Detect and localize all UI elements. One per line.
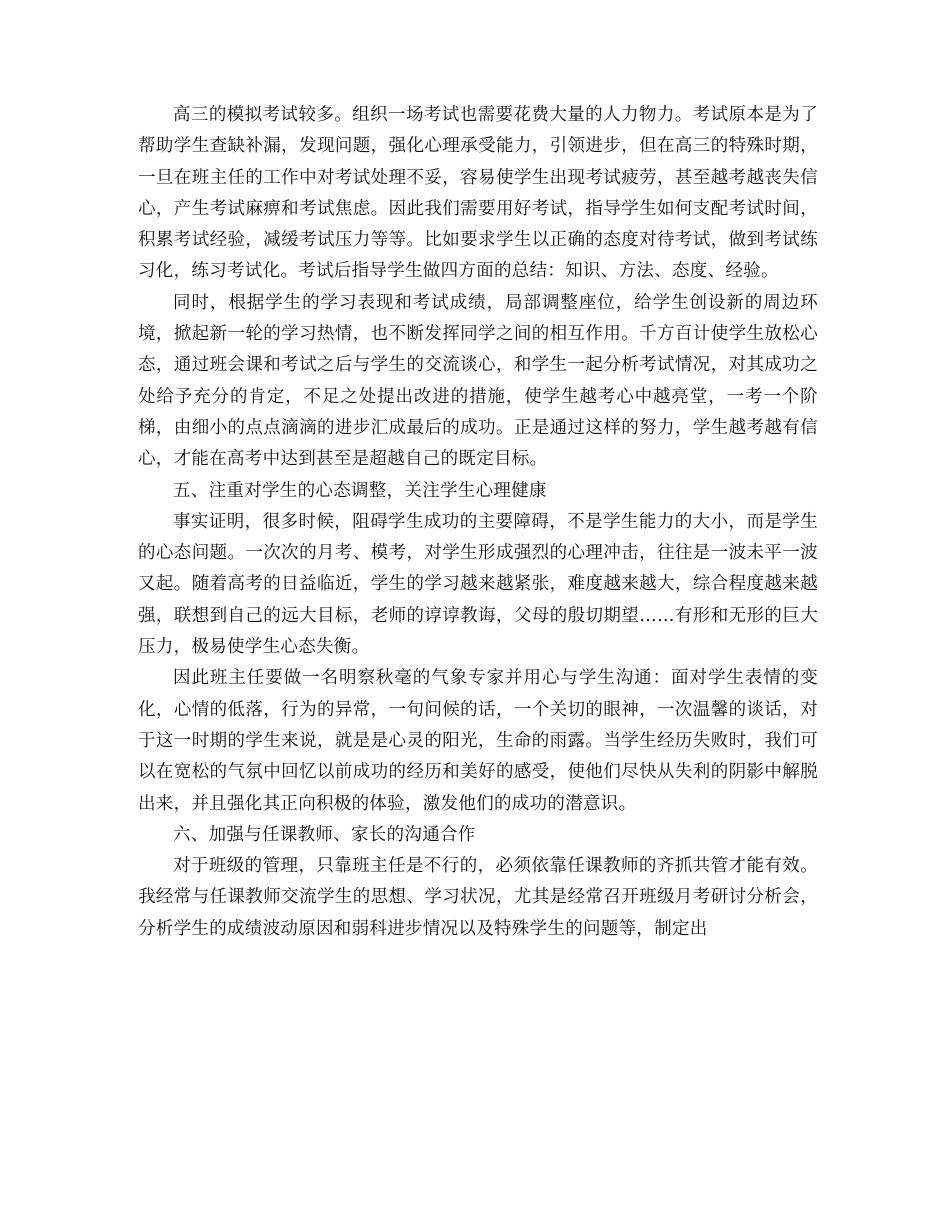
paragraph-teacher-communication: 因此班主任要做一名明察秋毫的气象专家并用心与学生沟通：面对学生表情的变化，心情的低落，行为的异常，一句问候的话，一个关切的眼神，一次温馨的谈话，对于这一时期的学生来说，就是是心灵的阳光，生命的雨露。当学生经历失败时，我们可以在宽松的气氛中回忆以前成功的经历和美好的感受，使他们尽快从失利的阴影中解脱出来，并且强化其正向积极的体验，激发他们的成功的潜意识。: [138, 668, 818, 814]
paragraph-mindset-problem: 事实证明，很多时候，阻碍学生成功的主要障碍，不是学生能力的大小，而是学生的心态问题。一次次的月考、模考，对学生形成强烈的心理冲击，往往是一波未平一波又起。随着高考的日益临近，学生的学习越来越紧张，难度越来越大，综合程度越来越强，联想到自己的远大目标，老师的谆谆教诲，父母的殷切期望……有形和无形的巨大压力，极易使学生心态失衡。: [138, 511, 818, 658]
section-heading-6: 六、加强与任课教师、家长的沟通合作: [173, 824, 476, 845]
paragraph-exam-guidance: 高三的模拟考试较多。组织一场考试也需要花费大量的人力物力。考试原本是为了帮助学生查缺补漏，发现问题，强化心理承受能力，引领进步，但在高三的特殊时期，一旦在班主任的工作中对考试处理不妥，容易使学生出现考试疲劳，甚至越考越丧失信心，产生考试麻痹和考试焦虑。因此我们需要用好考试，指导学生如何支配考试时间，积累考试经验，减缓考试压力等等。比如要求学生以正确的态度对待考试，做到考试练习化，练习考试化。考试后指导学生做四方面的总结：知识、方法、态度、经验。: [138, 105, 818, 282]
section-heading-5: 五、注重对学生的心态调整，关注学生心理健康: [173, 480, 547, 501]
paragraph-seat-adjustment: 同时，根据学生的学习表现和考试成绩，局部调整座位，给学生创设新的周边环境，掀起新一轮的学习热情，也不断发挥同学之间的相互作用。千方百计使学生放松心态，通过班会课和考试之后与学生的交流谈心，和学生一起分析考试情况，对其成功之处给予充分的肯定，不足之处提出改进的措施，使学生越考心中越亮堂，一考一个阶梯，由细小的点点滴滴的进步汇成最后的成功。正是通过这样的努力，学生越考越有信心，才能在高考中达到甚至是超越自己的既定目标。: [138, 292, 818, 470]
document-page: [138, 100, 818, 945]
paragraph-class-management: 对于班级的管理，只靠班主任是不行的，必须依靠任课教师的齐抓共管才能有效。我经常与任课教师交流学生的思想、学习状况，尤其是经常召开班级月考研讨分析会，分析学生的成绩波动原因和弱科进步情况以及特殊学生的问题等，制定出: [138, 856, 818, 939]
